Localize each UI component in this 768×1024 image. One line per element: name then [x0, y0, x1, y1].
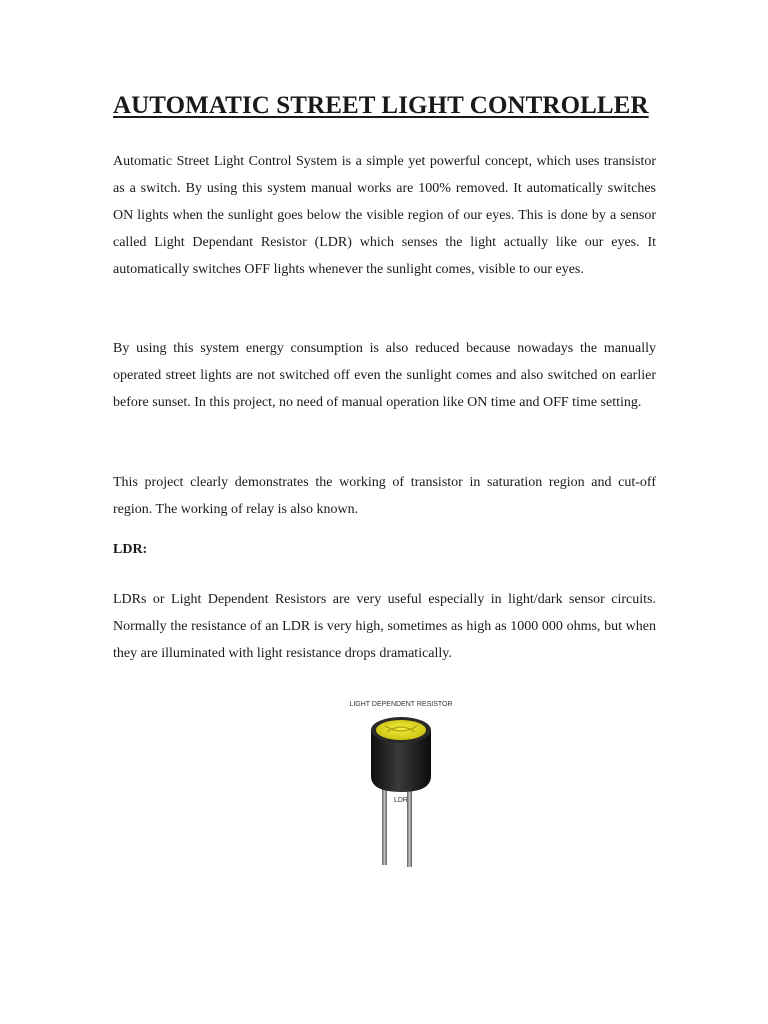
ldr-illustration — [343, 690, 463, 890]
transistor-paragraph: This project clearly demonstrates the working of transistor in saturation region and cut-off region. The working of relay is also known. — [113, 475, 656, 517]
energy-paragraph: By using this system energy consumption is also reduced because nowadays the manually operated street lights are not switched off even the sunlight comes and also switched on earlier before sunset. In this project, no need of manual operation like ON time and OFF time setting. — [113, 341, 656, 410]
ldr-lead-left — [382, 785, 387, 865]
ldr-paragraph: LDRs or Light Dependent Resistors are very useful especially in light/dark sensor circuits. Normally the resistance of an LDR is very high, sometimes as high as 1000 000 ohms, but when they are illuminated with light resistance drops dramatically. — [113, 592, 656, 661]
page-title: AUTOMATIC STREET LIGHT CONTROLLER — [113, 92, 649, 119]
ldr-heading: LDR: — [113, 542, 148, 557]
ldr-figure — [343, 690, 463, 890]
figure-caption: LIGHT DEPENDENT RESISTOR — [349, 701, 453, 708]
intro-paragraph: Automatic Street Light Control System is a simple yet powerful concept, which uses transistor as a switch. By using this system manual works are 100% removed. It automatically switches ON lights when the sunlight goes below the visible region of our eyes. This is done by a sensor called Light Dependant Resistor (LDR) which senses the light actually like our eyes. It automatically switches OFF lights whenever the sunlight comes, visible to our eyes. — [113, 154, 656, 277]
ldr-sensor-face — [376, 720, 426, 740]
figure-label: LDR — [393, 797, 409, 804]
